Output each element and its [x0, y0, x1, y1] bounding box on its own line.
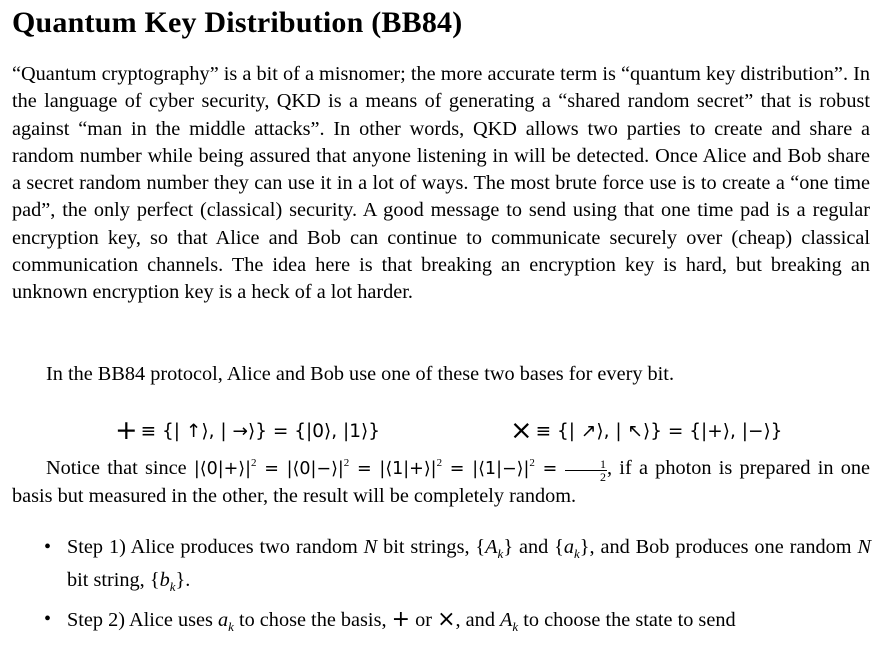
step-1-text: Step 1) Alice produces two random N bit strings, $\{A_k\}$ and $\{a_k\}$, and Bob produces one random N bit string, $\{b_k\}$. [67, 536, 871, 595]
equals-sign: = [534, 459, 565, 479]
page-title: Quantum Key Distribution (BB84) [12, 6, 463, 39]
basis-definitions [0, 415, 894, 446]
fraction-numerator: 1 [565, 458, 607, 471]
exponent: 2 [436, 457, 443, 469]
fraction-denominator: 2 [600, 470, 606, 484]
intro-paragraph: “Quantum cryptography” is a bit of a misnomer; the more accurate term is “quantum key distribution”. In the language of cyber security, QKD is a means of generating a “shared random secret” that is robust against “man in the middle attacks”. In other words, QKD allows two parties to create and share a random number while being assured that anyone listening in will be detected. Once Alice and Bob share a secret random number they can use it in a lot of ways. The most brute force use is to create a “one time pad”, the only perfect (classical) security. A good message to send using that one time pad is a regular encryption key, so that Alice and Bob can continue to communicate securely over (cheap) classical communication channels. The idea here is that breaking an encryption key is hard, but breaking an unknown encryption key is a heck of a lot harder. [12, 63, 870, 304]
bb84-bases-intro: In the BB84 protocol, Alice and Bob use one of these two bases for every bit. [46, 363, 675, 385]
inner-product-1-minus: = |⟨1|−⟩| [442, 459, 530, 479]
rectilinear-basis [115, 415, 380, 446]
exponent: 2 [343, 457, 350, 469]
times-basis-symbol: × [510, 415, 533, 446]
times-basis-equation: ≡ {| ↗⟩, | ↖⟩} = {|+⟩, |−⟩} [535, 421, 783, 442]
step-2-text: Step 2) Alice uses $a_k$ to chose the basis, + or ×, and $A_k$ to choose the state to send [67, 607, 736, 635]
diagonal-basis [510, 415, 782, 446]
p3-suffix: , if a photon is prepared in one basis but measured in the other, the result will be completely random. [12, 457, 871, 508]
inner-product-0-minus: = |⟨0|−⟩| [256, 459, 344, 479]
randomness-paragraph [12, 455, 870, 511]
plus-basis-symbol: + [115, 415, 138, 446]
bullet-icon: • [44, 536, 52, 558]
p3-prefix: Notice that since [46, 457, 194, 479]
exponent: 2 [251, 457, 257, 469]
inner-product-1-plus: = |⟨1|+⟩| [349, 459, 437, 479]
exponent: 2 [529, 457, 535, 469]
bullet-icon: • [44, 608, 52, 630]
one-half-fraction [565, 458, 607, 483]
inner-product-0-plus: |⟨0|+⟩| [193, 459, 252, 479]
plus-basis-equation: ≡ {| ↑⟩, | →⟩} = {|0⟩, |1⟩} [140, 421, 380, 442]
